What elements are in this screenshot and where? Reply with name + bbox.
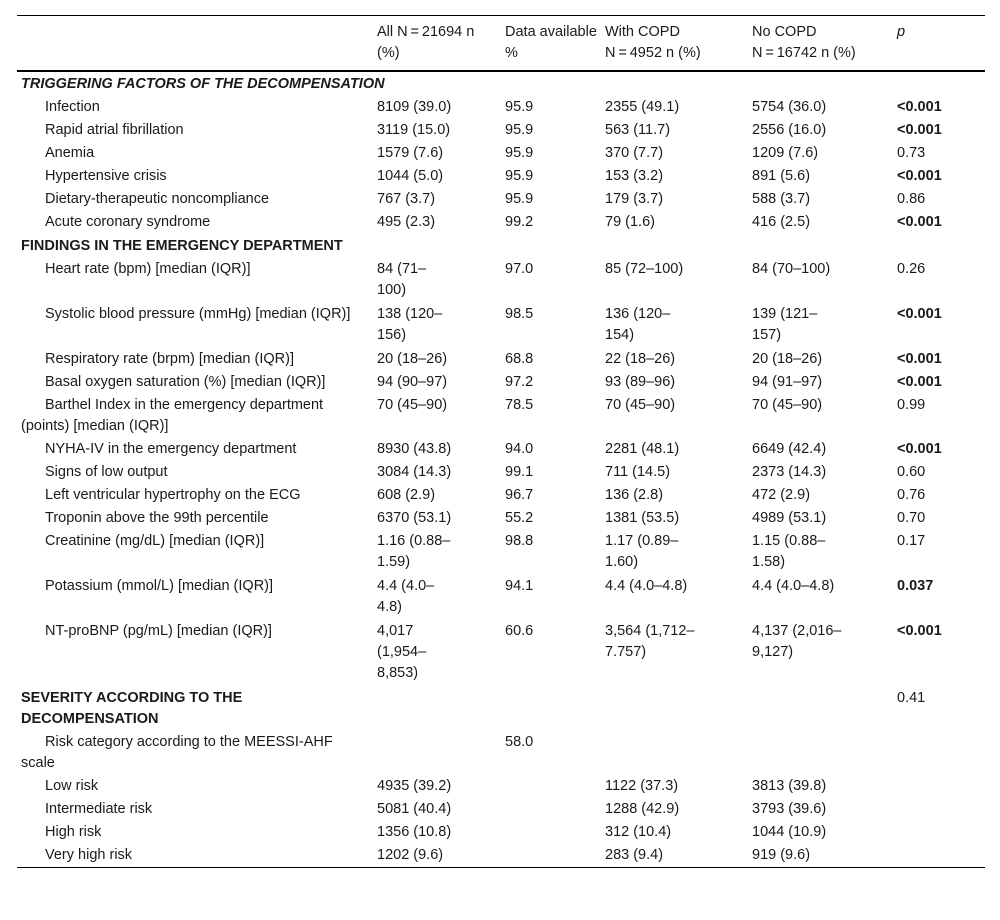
cell-data-available: 55.2 — [505, 510, 534, 526]
cell-data-available: 94.0 — [505, 441, 534, 457]
table-row — [17, 530, 985, 575]
row-label-text: Systolic blood pressure (mmHg) [median (IQR)] — [45, 306, 351, 322]
cell-p: 0.73 — [897, 145, 926, 161]
row-label-text: NT-proBNP (pg/mL) [median (IQR)] — [45, 623, 272, 639]
cell-all: 70 (45–90) — [377, 397, 448, 413]
cell-with-copd: 179 (3.7) — [605, 191, 664, 207]
cell-with-copd: 370 (7.7) — [605, 145, 664, 161]
row-label — [17, 96, 373, 119]
section-p — [893, 234, 985, 258]
table-header — [17, 16, 985, 72]
cell-data-available: 99.1 — [505, 464, 534, 480]
cell-data-available: 98.5 — [505, 306, 534, 322]
row-label-text: Very high risk — [45, 847, 133, 863]
cell-data-available — [501, 821, 601, 844]
table-row — [17, 394, 985, 438]
cell-no-copd: 472 (2.9) — [752, 487, 811, 503]
cell-data-available: 95.9 — [505, 99, 534, 115]
cell-data-available: 95.9 — [505, 168, 534, 184]
empty-cell — [373, 686, 501, 731]
cell-no-copd: 4,137 (2,016– 9,127) — [752, 623, 842, 660]
cell-data-available: 58.0 — [505, 734, 534, 750]
cell-data-available: 60.6 — [505, 623, 534, 639]
cell-p: 0.037 — [897, 578, 934, 594]
cell-data-available: 94.1 — [505, 578, 534, 594]
cell-data-available: 78.5 — [505, 397, 534, 413]
row-label — [17, 371, 373, 394]
cell-no-copd: 20 (18–26) — [752, 351, 823, 367]
cell-with-copd: 153 (3.2) — [605, 168, 664, 184]
cell-data-available: 96.7 — [505, 487, 534, 503]
cell-data-available: 95.9 — [505, 145, 534, 161]
row-label — [17, 530, 373, 575]
row-label-text: Risk category according to the MEESSI-AHF scale — [21, 734, 333, 771]
cell-p: 0.17 — [897, 533, 926, 549]
table-row — [17, 438, 985, 461]
table-row — [17, 798, 985, 821]
cell-with-copd: 4.4 (4.0–4.8) — [605, 578, 688, 594]
row-label — [17, 821, 373, 844]
table-row — [17, 142, 985, 165]
table-row — [17, 258, 985, 303]
cell-p: 0.26 — [897, 261, 926, 277]
row-label-text: Left ventricular hypertrophy on the ECG — [45, 487, 301, 503]
row-label — [17, 119, 373, 142]
table-row — [17, 165, 985, 188]
cell-data-available — [501, 798, 601, 821]
table-row — [17, 461, 985, 484]
row-label — [17, 775, 373, 798]
cell-p: 0.86 — [897, 191, 926, 207]
cell-all: 8930 (43.8) — [377, 441, 452, 457]
cell-data-available: 97.0 — [505, 261, 534, 277]
cell-all: 1.16 (0.88– 1.59) — [377, 533, 451, 570]
table-row — [17, 844, 985, 868]
cell-all: 608 (2.9) — [377, 487, 436, 503]
cell-all: 5081 (40.4) — [377, 801, 452, 817]
header-data-available: Data available % — [505, 24, 597, 61]
cell-all: 138 (120– 156) — [377, 306, 443, 343]
header-p: p — [897, 24, 906, 40]
row-label — [17, 438, 373, 461]
table-row — [17, 575, 985, 620]
cell-no-copd: 94 (91–97) — [752, 374, 823, 390]
header-row — [17, 16, 985, 72]
section-title: SEVERITY ACCORDING TO THE DECOMPENSATION — [21, 690, 243, 727]
empty-cell — [601, 686, 748, 731]
row-label-text: Barthel Index in the emergency department (points) [median (IQR)] — [21, 397, 324, 434]
cell-with-copd: 1.17 (0.89– 1.60) — [605, 533, 679, 570]
table-row — [17, 484, 985, 507]
row-label-text: Infection — [45, 99, 100, 115]
cell-p: <0.001 — [897, 99, 942, 115]
table-row — [17, 188, 985, 211]
cell-no-copd: 4.4 (4.0–4.8) — [752, 578, 835, 594]
copd-comparison-table — [17, 15, 985, 868]
section-title: TRIGGERING FACTORS OF THE DECOMPENSATION — [21, 76, 385, 92]
row-label — [17, 620, 373, 686]
row-label-text: Heart rate (bpm) [median (IQR)] — [45, 261, 251, 277]
cell-all: 1202 (9.6) — [377, 847, 444, 863]
cell-p: <0.001 — [897, 214, 942, 230]
row-label — [17, 348, 373, 371]
cell-with-copd: 1288 (42.9) — [605, 801, 680, 817]
cell-no-copd: 84 (70–100) — [752, 261, 831, 277]
table-body — [17, 71, 985, 868]
cell-no-copd: 70 (45–90) — [752, 397, 823, 413]
cell-all: 3119 (15.0) — [377, 122, 451, 138]
cell-p — [893, 775, 985, 798]
cell-all: 94 (90–97) — [377, 374, 448, 390]
cell-all: 767 (3.7) — [377, 191, 436, 207]
cell-all: 8109 (39.0) — [377, 99, 452, 115]
table-row — [17, 620, 985, 686]
cell-p: <0.001 — [897, 374, 942, 390]
row-label-text: NYHA-IV in the emergency department — [45, 441, 297, 457]
cell-p — [893, 731, 985, 775]
cell-no-copd: 1.15 (0.88– 1.58) — [752, 533, 826, 570]
row-label-text: Acute coronary syndrome — [45, 214, 211, 230]
cell-data-available: 98.8 — [505, 533, 534, 549]
cell-no-copd: 139 (121– 157) — [752, 306, 818, 343]
cell-with-copd: 70 (45–90) — [605, 397, 676, 413]
row-label-text: Basal oxygen saturation (%) [median (IQR)] — [45, 374, 326, 390]
row-label-text: Anemia — [45, 145, 95, 161]
cell-no-copd: 1044 (10.9) — [752, 824, 827, 840]
cell-p — [893, 798, 985, 821]
cell-data-available — [501, 844, 601, 868]
cell-no-copd: 4989 (53.1) — [752, 510, 827, 526]
row-label — [17, 798, 373, 821]
cell-no-copd: 891 (5.6) — [752, 168, 811, 184]
cell-all: 4.4 (4.0– 4.8) — [377, 578, 435, 615]
empty-cell — [748, 686, 893, 731]
cell-data-available: 97.2 — [505, 374, 534, 390]
row-label-text: Creatinine (mg/dL) [median (IQR)] — [45, 533, 265, 549]
cell-no-copd: 5754 (36.0) — [752, 99, 827, 115]
row-label — [17, 507, 373, 530]
header-with-copd: With COPD N = 4952 n (%) — [605, 24, 701, 61]
table-row — [17, 507, 985, 530]
cell-all: 4,017 (1,954– 8,853) — [377, 623, 427, 681]
cell-no-copd: 1209 (7.6) — [752, 145, 819, 161]
table-row — [17, 96, 985, 119]
table-row — [17, 211, 985, 234]
table-row — [17, 821, 985, 844]
row-label — [17, 258, 373, 303]
cell-with-copd: 711 (14.5) — [605, 464, 671, 480]
header-label-col — [17, 16, 373, 72]
row-label — [17, 461, 373, 484]
cell-with-copd: 2355 (49.1) — [605, 99, 680, 115]
section-header-row — [17, 71, 985, 96]
cell-all: 84 (71– 100) — [377, 261, 427, 298]
table-row — [17, 303, 985, 348]
row-label-text: High risk — [45, 824, 102, 840]
cell-data-available: 95.9 — [505, 122, 534, 138]
row-label — [17, 844, 373, 868]
cell-p: <0.001 — [897, 168, 942, 184]
cell-no-copd: 919 (9.6) — [752, 847, 811, 863]
row-label-text: Troponin above the 99th percentile — [45, 510, 269, 526]
cell-data-available: 95.9 — [505, 191, 534, 207]
cell-p: 0.76 — [897, 487, 926, 503]
cell-all: 1356 (10.8) — [377, 824, 452, 840]
cell-with-copd: 283 (9.4) — [605, 847, 664, 863]
cell-data-available — [501, 775, 601, 798]
cell-with-copd: 79 (1.6) — [605, 214, 655, 230]
cell-p: <0.001 — [897, 441, 942, 457]
cell-no-copd: 3813 (39.8) — [752, 778, 827, 794]
cell-no-copd: 416 (2.5) — [752, 214, 811, 230]
cell-with-copd: 85 (72–100) — [605, 261, 684, 277]
cell-p — [893, 844, 985, 868]
header-all: All N = 21694 n (%) — [377, 24, 475, 61]
cell-p: 0.99 — [897, 397, 926, 413]
cell-no-copd: 3793 (39.6) — [752, 801, 827, 817]
cell-with-copd: 312 (10.4) — [605, 824, 672, 840]
table-row — [17, 371, 985, 394]
row-label — [17, 394, 373, 438]
cell-no-copd: 588 (3.7) — [752, 191, 811, 207]
row-label-text: Dietary-therapeutic noncompliance — [45, 191, 270, 207]
row-label — [17, 188, 373, 211]
cell-p: 0.70 — [897, 510, 926, 526]
cell-with-copd: 1122 (37.3) — [605, 778, 679, 794]
header-no-copd: No COPD N = 16742 n (%) — [752, 24, 856, 61]
cell-with-copd: 22 (18–26) — [605, 351, 676, 367]
cell-with-copd: 136 (120– 154) — [605, 306, 671, 343]
cell-with-copd: 136 (2.8) — [605, 487, 664, 503]
row-label — [17, 731, 373, 775]
row-label-text: Respiratory rate (brpm) [median (IQR)] — [45, 351, 294, 367]
row-label-text: Rapid atrial fibrillation — [45, 122, 184, 138]
row-label — [17, 303, 373, 348]
cell-no-copd: 6649 (42.4) — [752, 441, 827, 457]
table-row — [17, 731, 985, 775]
cell-with-copd: 3,564 (1,712– 7.757) — [605, 623, 695, 660]
cell-all: 1044 (5.0) — [377, 168, 444, 184]
cell-data-available: 68.8 — [505, 351, 534, 367]
cell-with-copd: 2281 (48.1) — [605, 441, 680, 457]
cell-all: 20 (18–26) — [377, 351, 448, 367]
cell-p: <0.001 — [897, 306, 942, 322]
row-label — [17, 165, 373, 188]
section-header-row — [17, 686, 985, 731]
table-row — [17, 348, 985, 371]
cell-no-copd: 2373 (14.3) — [752, 464, 827, 480]
cell-with-copd — [601, 731, 748, 775]
row-label-text: Signs of low output — [45, 464, 168, 480]
cell-all: 1579 (7.6) — [377, 145, 444, 161]
cell-all — [373, 731, 501, 775]
row-label-text: Intermediate risk — [45, 801, 153, 817]
cell-p: <0.001 — [897, 122, 942, 138]
cell-p: <0.001 — [897, 351, 942, 367]
row-label-text: Low risk — [45, 778, 99, 794]
section-p — [893, 71, 985, 96]
row-label — [17, 484, 373, 507]
row-label — [17, 575, 373, 620]
row-label-text: Hypertensive crisis — [45, 168, 167, 184]
cell-all: 6370 (53.1) — [377, 510, 452, 526]
row-label-text: Potassium (mmol/L) [median (IQR)] — [45, 578, 274, 594]
cell-with-copd: 1381 (53.5) — [605, 510, 680, 526]
section-title: FINDINGS IN THE EMERGENCY DEPARTMENT — [21, 238, 343, 254]
cell-with-copd: 93 (89–96) — [605, 374, 676, 390]
cell-no-copd — [748, 731, 893, 775]
section-p: 0.41 — [897, 690, 926, 706]
cell-p — [893, 821, 985, 844]
cell-all: 3084 (14.3) — [377, 464, 452, 480]
cell-all: 495 (2.3) — [377, 214, 436, 230]
cell-all: 4935 (39.2) — [377, 778, 452, 794]
cell-p: 0.60 — [897, 464, 926, 480]
section-header-row — [17, 234, 985, 258]
row-label — [17, 211, 373, 234]
table-row — [17, 119, 985, 142]
row-label — [17, 142, 373, 165]
cell-p: <0.001 — [897, 623, 942, 639]
table-row — [17, 775, 985, 798]
empty-cell — [501, 686, 601, 731]
cell-no-copd: 2556 (16.0) — [752, 122, 827, 138]
cell-data-available: 99.2 — [505, 214, 534, 230]
cell-with-copd: 563 (11.7) — [605, 122, 671, 138]
